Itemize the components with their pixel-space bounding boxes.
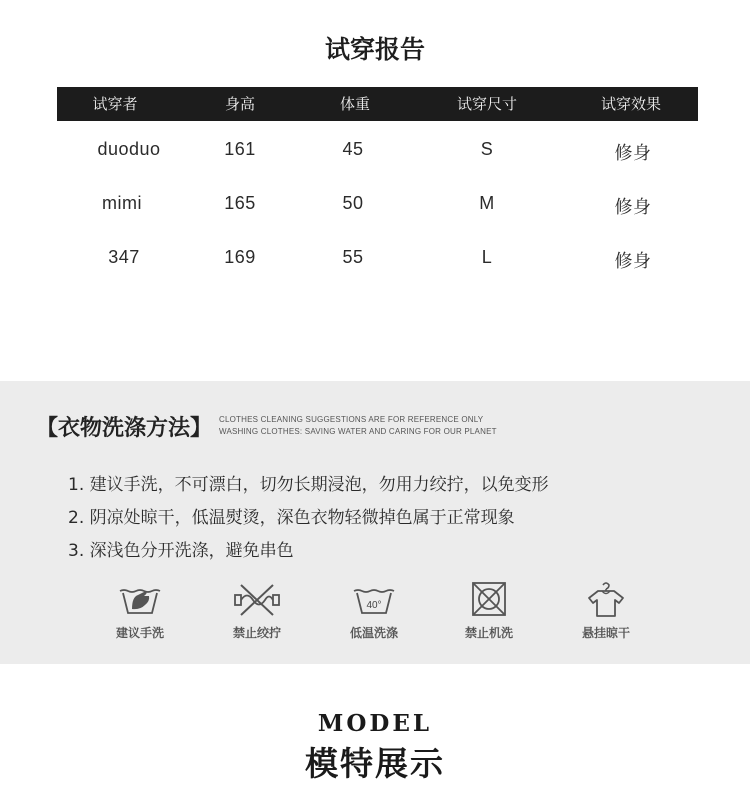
header-effect: 试穿效果 <box>600 95 661 113</box>
header-weight: 体重 <box>339 95 370 113</box>
cell-tester: duoduo <box>97 139 161 159</box>
care-icon-item <box>197 581 317 641</box>
header-height: 身高 <box>224 95 255 113</box>
report-title: 试穿报告 <box>324 35 425 64</box>
header-size: 试穿尺寸 <box>456 95 517 113</box>
care-icon-label: 悬挂晾干 <box>581 626 630 640</box>
care-title: 【衣物洗涤方法】 <box>36 416 213 441</box>
care-icon-label: 建议手洗 <box>115 626 164 640</box>
cell-weight: 50 <box>342 193 364 213</box>
cell-size: M <box>479 193 495 213</box>
care-instruction: 3. 深浅色分开洗涤，避免串色 <box>68 541 294 561</box>
cell-size: L <box>481 247 493 267</box>
report-table-header <box>57 87 698 121</box>
cell-size: S <box>480 139 494 159</box>
cell-effect: 修身 <box>614 197 652 217</box>
table-row <box>0 139 750 169</box>
cell-effect: 修身 <box>614 251 652 271</box>
cell-height: 165 <box>224 193 256 213</box>
svg-text:40°: 40° <box>366 600 382 611</box>
care-subtitle-2: WASHING CLOTHES: SAVING WATER AND CARING FOR OUR PLANET <box>219 427 497 436</box>
no-wring-icon <box>233 581 281 617</box>
care-subtitle-1: CLOTHES CLEANING SUGGESTIONS ARE FOR REFERENCE ONLY <box>219 415 484 424</box>
table-row <box>0 247 750 277</box>
cell-tester: mimi <box>102 193 142 213</box>
hand-wash-icon <box>118 581 162 617</box>
table-row <box>0 193 750 223</box>
cell-effect: 修身 <box>614 143 652 163</box>
model-title-en: MODEL <box>317 710 433 737</box>
cell-weight: 55 <box>342 247 364 267</box>
care-icon-label: 禁止绞拧 <box>232 626 281 640</box>
care-icon-item <box>314 581 434 641</box>
care-icon-item <box>429 581 549 641</box>
care-icon-item <box>546 581 666 641</box>
no-machine-wash-icon <box>469 581 509 617</box>
model-title-cn: 模特展示 <box>305 744 445 783</box>
hang-dry-icon <box>586 581 626 617</box>
care-instruction: 2. 阴凉处晾干，低温熨烫，深色衣物轻微掉色属于正常现象 <box>68 508 515 528</box>
care-icon-item <box>80 581 200 641</box>
cell-tester: 347 <box>108 247 140 267</box>
cell-height: 161 <box>224 139 256 159</box>
cell-weight: 45 <box>342 139 364 159</box>
care-section <box>0 381 750 664</box>
cell-height: 169 <box>224 247 256 267</box>
care-icon-label: 低温洗涤 <box>349 626 398 640</box>
header-tester: 试穿者 <box>92 95 138 113</box>
low-temp-wash-icon <box>352 581 396 617</box>
care-instruction: 1. 建议手洗，不可漂白，切勿长期浸泡，勿用力绞拧，以免变形 <box>68 475 549 495</box>
care-icon-label: 禁止机洗 <box>464 626 513 640</box>
